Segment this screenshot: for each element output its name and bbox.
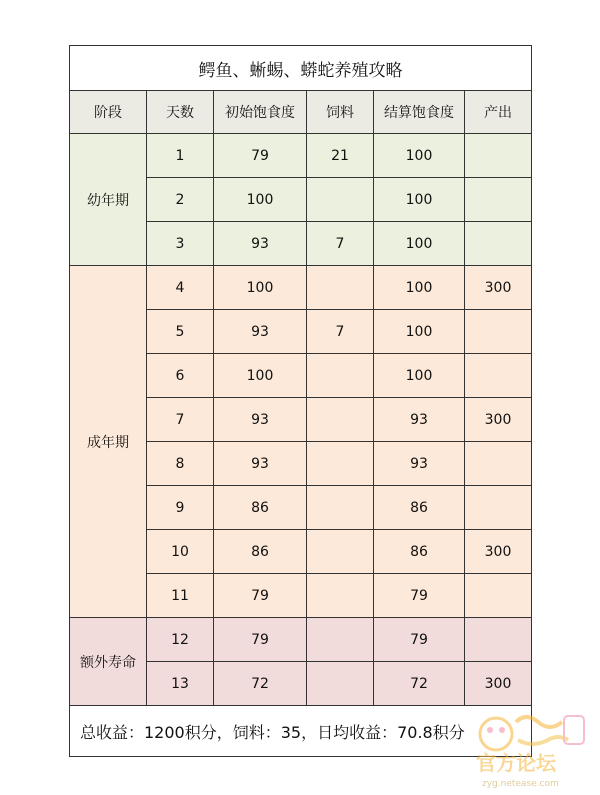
header-output: 产出 bbox=[465, 91, 532, 134]
summary-text: 总收益：1200积分，饲料：35，日均收益：70.8积分 bbox=[70, 706, 532, 757]
table-row bbox=[70, 618, 532, 662]
feed-cell: 21 bbox=[307, 134, 374, 178]
output-cell bbox=[465, 486, 532, 530]
final-satiety-cell: 100 bbox=[374, 222, 465, 266]
final-satiety-cell: 93 bbox=[374, 398, 465, 442]
day-cell: 5 bbox=[147, 310, 214, 354]
table-row bbox=[70, 134, 532, 178]
summary-row bbox=[70, 706, 532, 757]
day-cell: 8 bbox=[147, 442, 214, 486]
initial-satiety-cell: 93 bbox=[214, 310, 307, 354]
output-cell: 300 bbox=[465, 398, 532, 442]
feed-cell bbox=[307, 486, 374, 530]
final-satiety-cell: 93 bbox=[374, 442, 465, 486]
header-row bbox=[70, 91, 532, 134]
day-cell: 6 bbox=[147, 354, 214, 398]
forum-logo-watermark bbox=[466, 708, 590, 790]
initial-satiety-cell: 100 bbox=[214, 178, 307, 222]
final-satiety-cell: 100 bbox=[374, 354, 465, 398]
final-satiety-cell: 79 bbox=[374, 618, 465, 662]
final-satiety-cell: 86 bbox=[374, 486, 465, 530]
initial-satiety-cell: 79 bbox=[214, 134, 307, 178]
day-cell: 10 bbox=[147, 530, 214, 574]
output-cell: 300 bbox=[465, 530, 532, 574]
day-cell: 2 bbox=[147, 178, 214, 222]
output-cell: 300 bbox=[465, 266, 532, 310]
table-row bbox=[70, 266, 532, 310]
final-satiety-cell: 79 bbox=[374, 574, 465, 618]
day-cell: 11 bbox=[147, 574, 214, 618]
feed-cell bbox=[307, 574, 374, 618]
day-cell: 12 bbox=[147, 618, 214, 662]
header-day: 天数 bbox=[147, 91, 214, 134]
initial-satiety-cell: 100 bbox=[214, 266, 307, 310]
day-cell: 13 bbox=[147, 662, 214, 706]
initial-satiety-cell: 79 bbox=[214, 574, 307, 618]
feed-cell bbox=[307, 354, 374, 398]
feed-cell: 7 bbox=[307, 222, 374, 266]
day-cell: 7 bbox=[147, 398, 214, 442]
initial-satiety-cell: 72 bbox=[214, 662, 307, 706]
output-cell bbox=[465, 574, 532, 618]
feed-cell bbox=[307, 266, 374, 310]
final-satiety-cell: 100 bbox=[374, 134, 465, 178]
feed-cell: 7 bbox=[307, 310, 374, 354]
stage-cell: 成年期 bbox=[70, 266, 147, 618]
initial-satiety-cell: 93 bbox=[214, 442, 307, 486]
output-cell bbox=[465, 354, 532, 398]
table-title: 鳄鱼、蜥蜴、蟒蛇养殖攻略 bbox=[70, 46, 532, 91]
final-satiety-cell: 86 bbox=[374, 530, 465, 574]
initial-satiety-cell: 79 bbox=[214, 618, 307, 662]
watermark-text: 官方论坛 bbox=[476, 751, 556, 775]
output-cell bbox=[465, 442, 532, 486]
day-cell: 3 bbox=[147, 222, 214, 266]
feed-cell bbox=[307, 662, 374, 706]
final-satiety-cell: 100 bbox=[374, 266, 465, 310]
feed-cell bbox=[307, 398, 374, 442]
final-satiety-cell: 100 bbox=[374, 310, 465, 354]
output-cell bbox=[465, 618, 532, 662]
output-cell bbox=[465, 134, 532, 178]
output-cell bbox=[465, 222, 532, 266]
initial-satiety-cell: 93 bbox=[214, 222, 307, 266]
header-feed: 饲料 bbox=[307, 91, 374, 134]
feed-cell bbox=[307, 530, 374, 574]
final-satiety-cell: 100 bbox=[374, 178, 465, 222]
output-cell: 300 bbox=[465, 662, 532, 706]
feed-cell bbox=[307, 178, 374, 222]
initial-satiety-cell: 100 bbox=[214, 354, 307, 398]
stage-cell: 幼年期 bbox=[70, 134, 147, 266]
feed-cell bbox=[307, 442, 374, 486]
farming-guide-table bbox=[69, 45, 532, 757]
feed-cell bbox=[307, 618, 374, 662]
header-initial-satiety: 初始饱食度 bbox=[214, 91, 307, 134]
header-final-satiety: 结算饱食度 bbox=[374, 91, 465, 134]
initial-satiety-cell: 93 bbox=[214, 398, 307, 442]
final-satiety-cell: 72 bbox=[374, 662, 465, 706]
day-cell: 1 bbox=[147, 134, 214, 178]
header-stage: 阶段 bbox=[70, 91, 147, 134]
day-cell: 4 bbox=[147, 266, 214, 310]
day-cell: 9 bbox=[147, 486, 214, 530]
stage-cell: 额外寿命 bbox=[70, 618, 147, 706]
output-cell bbox=[465, 310, 532, 354]
initial-satiety-cell: 86 bbox=[214, 486, 307, 530]
output-cell bbox=[465, 178, 532, 222]
watermark-url: zyg.netease.com bbox=[482, 779, 559, 789]
initial-satiety-cell: 86 bbox=[214, 530, 307, 574]
